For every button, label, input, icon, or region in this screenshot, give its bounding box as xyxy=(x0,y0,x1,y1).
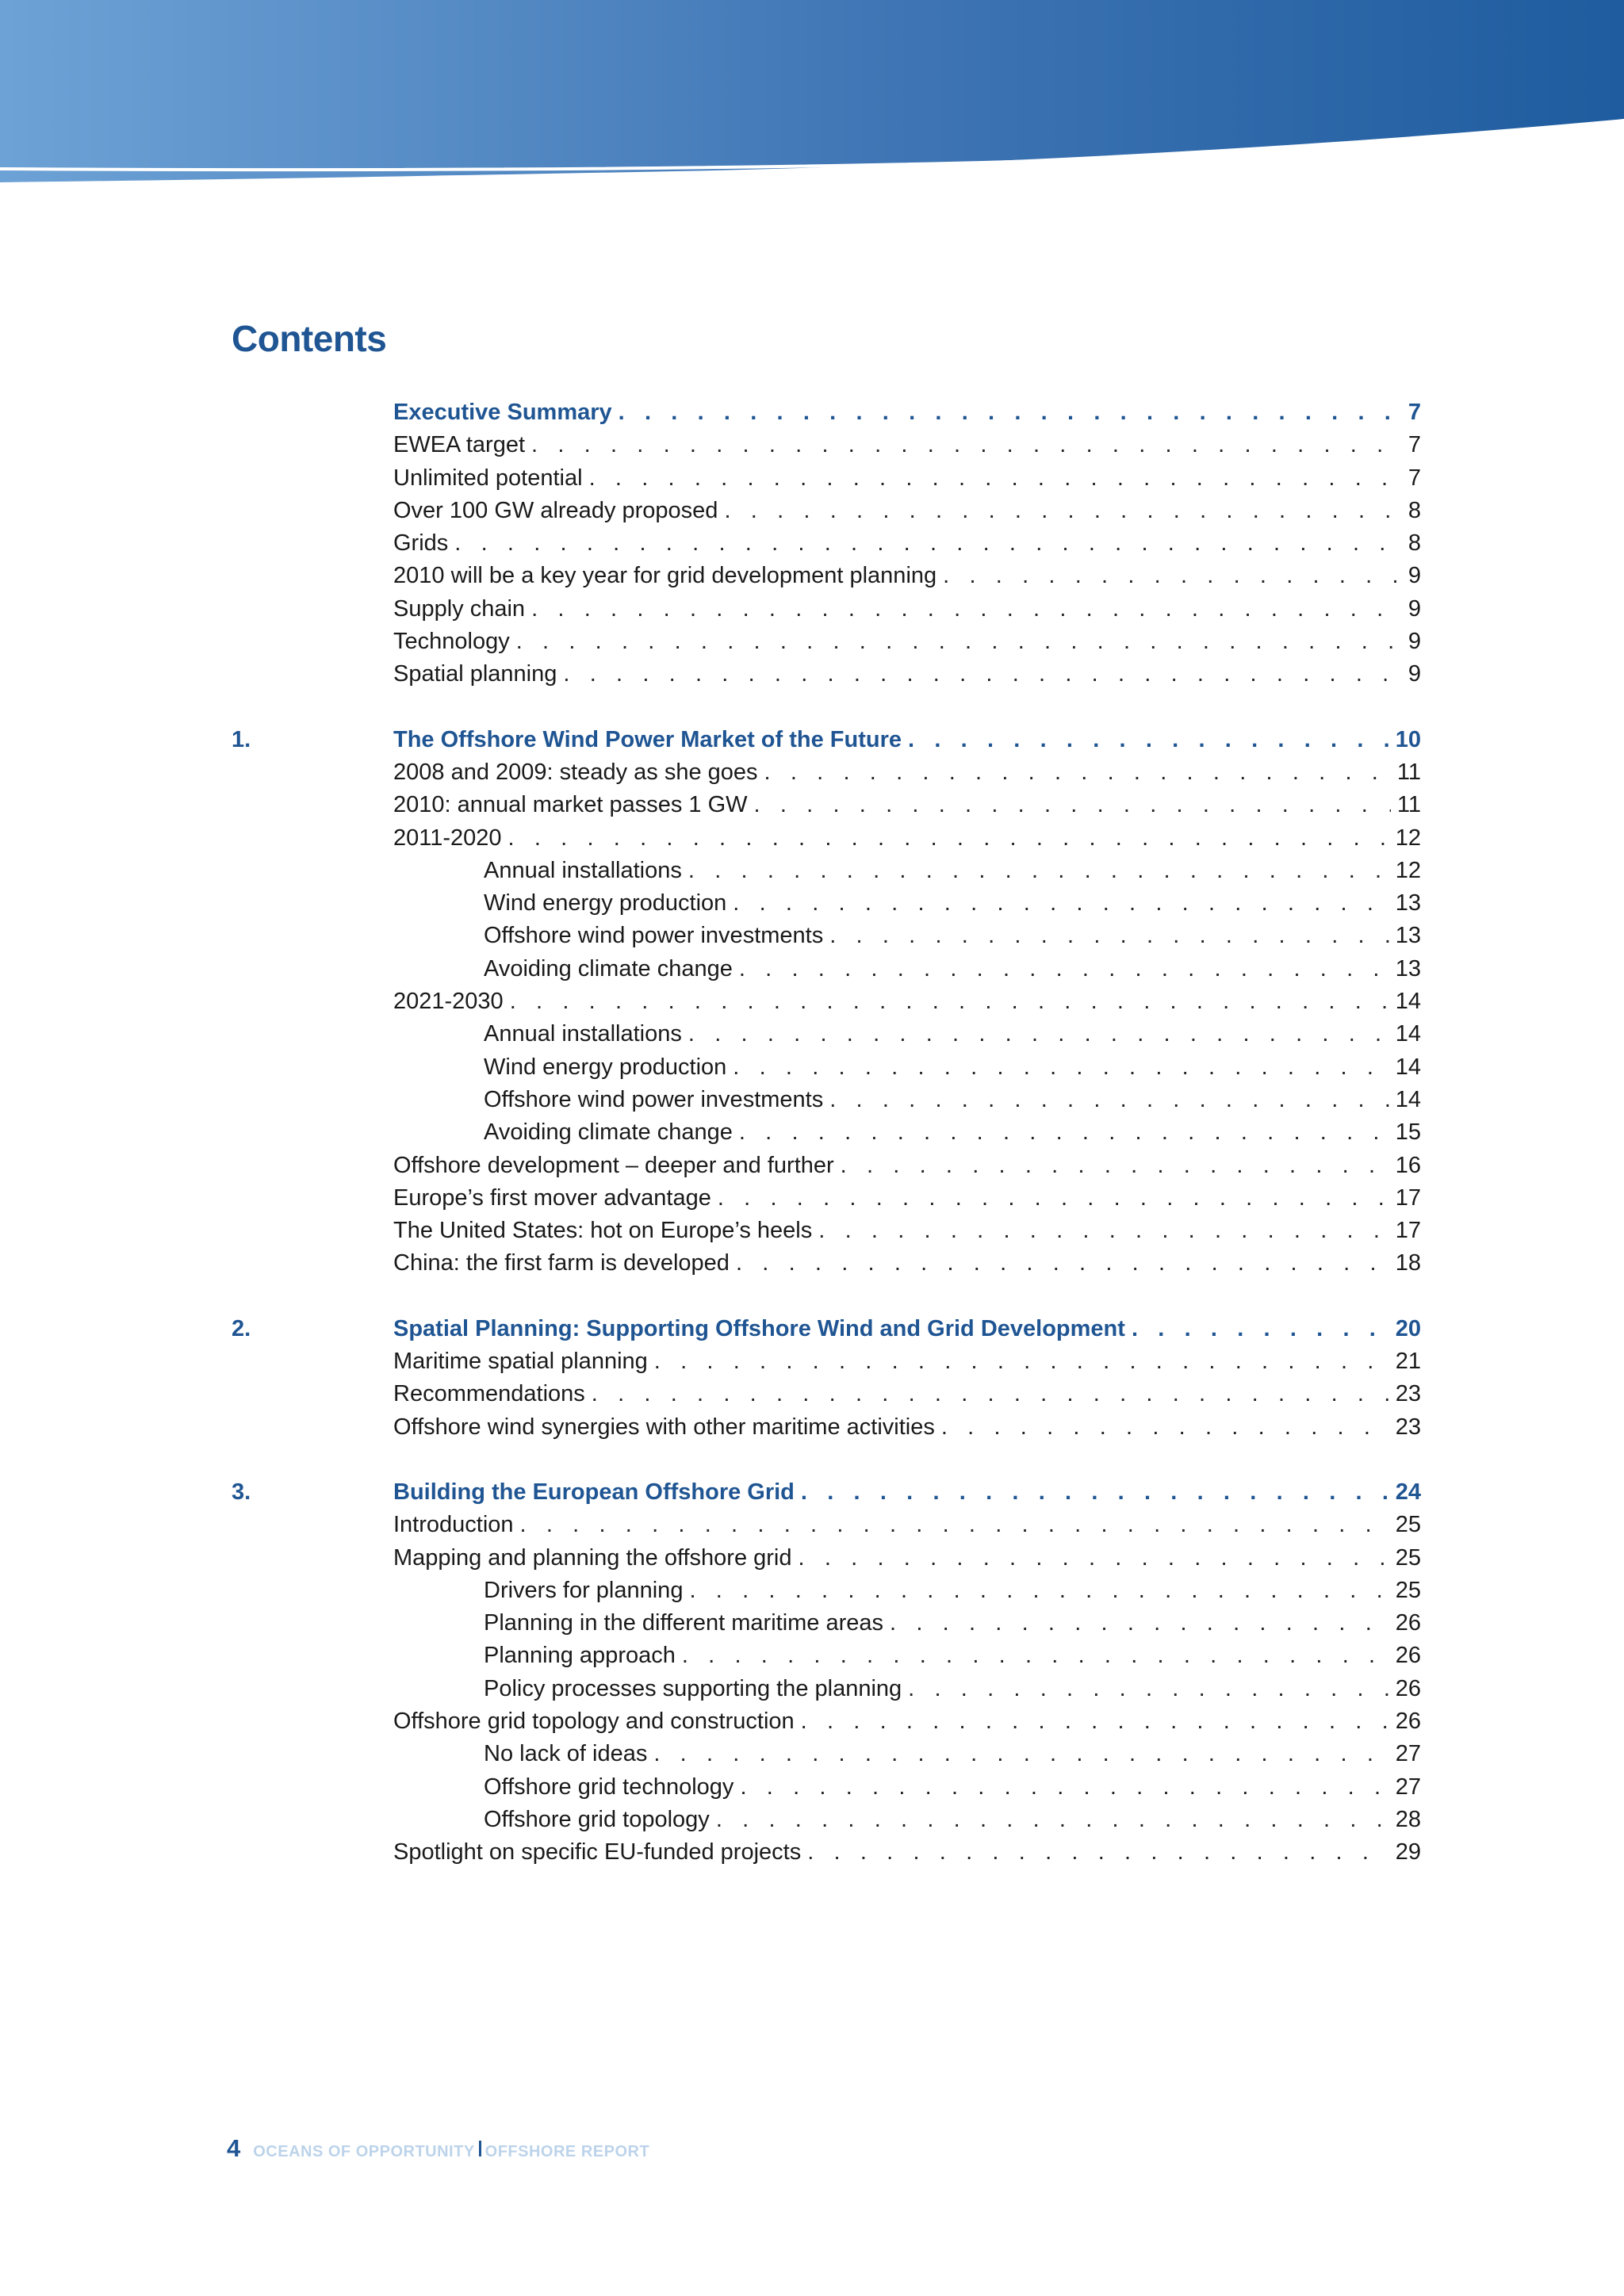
dot-leader xyxy=(531,429,1399,461)
dot-leader xyxy=(799,1542,1389,1575)
toc-subentry[interactable] xyxy=(232,953,1421,985)
toc-page-number: 26 xyxy=(1395,1643,1421,1669)
toc-page-number: 17 xyxy=(1395,1184,1421,1211)
toc-entry-title: Wind energy production xyxy=(484,1054,727,1080)
toc-entry-title: China: the first farm is developed xyxy=(393,1250,730,1276)
toc-page-number: 23 xyxy=(1395,1381,1421,1407)
toc-page-number: 10 xyxy=(1395,726,1421,752)
dot-leader xyxy=(829,1084,1389,1116)
toc-subentry[interactable] xyxy=(232,1018,1421,1050)
toc-page-number: 26 xyxy=(1395,1675,1421,1701)
toc-entry-title: 2021-2030 xyxy=(393,989,504,1015)
toc-entry-title: Mapping and planning the offshore grid xyxy=(393,1544,792,1571)
toc-entry[interactable] xyxy=(232,495,1421,527)
toc-entry-title: Planning approach xyxy=(484,1643,676,1669)
dot-leader xyxy=(718,1182,1389,1215)
dot-leader xyxy=(941,1411,1389,1444)
toc-section-executive-summary xyxy=(232,396,1421,691)
toc-entry-title: No lack of ideas xyxy=(484,1741,648,1767)
section-number: 2. xyxy=(232,1315,251,1341)
footer-report-title: OFFSHORE REPORT xyxy=(485,2143,650,2160)
toc-page-number: 26 xyxy=(1395,1610,1421,1636)
toc-entry[interactable] xyxy=(232,1542,1421,1575)
toc-page-number: 29 xyxy=(1395,1839,1421,1866)
footer-divider xyxy=(479,2141,481,2156)
toc-page-number: 14 xyxy=(1395,1054,1421,1080)
toc-entry[interactable] xyxy=(232,1836,1421,1869)
toc-heading[interactable] xyxy=(232,1313,1421,1345)
toc-subentry[interactable] xyxy=(232,1051,1421,1084)
dot-leader xyxy=(688,855,1389,887)
dot-leader xyxy=(739,953,1389,985)
dot-leader xyxy=(1132,1313,1389,1345)
toc-page-number: 11 xyxy=(1396,792,1421,818)
toc-entry-title: Maritime spatial planning xyxy=(393,1349,648,1375)
toc-entry-title: 2010: annual market passes 1 GW xyxy=(393,792,748,818)
toc-entry-title: Spotlight on specific EU-funded projects xyxy=(393,1839,802,1866)
dot-leader xyxy=(619,396,1399,429)
toc-entry[interactable] xyxy=(232,1247,1421,1280)
toc-entry[interactable] xyxy=(232,1411,1421,1444)
dot-leader xyxy=(654,1345,1389,1378)
toc-entry-title: Introduction xyxy=(393,1512,514,1538)
toc-page-number: 16 xyxy=(1395,1152,1421,1178)
toc-page-number: 9 xyxy=(1408,595,1421,622)
toc-entry-title: Building the European Offshore Grid xyxy=(393,1479,795,1505)
dot-leader xyxy=(908,1673,1389,1705)
toc-entry-title: Planning in the different maritime areas xyxy=(484,1610,884,1636)
header-wave-graphic xyxy=(0,0,1624,198)
dot-leader xyxy=(689,1575,1388,1607)
toc-subentry[interactable] xyxy=(232,1640,1421,1672)
page-footer xyxy=(227,2134,649,2163)
toc-subentry[interactable] xyxy=(232,1673,1421,1705)
dot-leader xyxy=(516,626,1399,658)
dot-leader xyxy=(890,1607,1389,1640)
toc-entry-title: EWEA target xyxy=(393,432,526,458)
footer-page-number: 4 xyxy=(227,2134,241,2162)
toc-page-number: 24 xyxy=(1395,1479,1421,1505)
toc-subentry[interactable] xyxy=(232,920,1421,952)
toc-subentry[interactable] xyxy=(232,1575,1421,1607)
dot-leader xyxy=(520,1509,1389,1541)
toc-entry-title: Policy processes supporting the planning xyxy=(484,1675,902,1701)
toc-entry-title: Offshore grid topology xyxy=(484,1806,710,1832)
toc-page-number: 8 xyxy=(1408,497,1421,523)
dot-leader xyxy=(829,920,1389,952)
toc-entry[interactable] xyxy=(232,1378,1421,1410)
toc-page-number: 18 xyxy=(1395,1250,1421,1276)
toc-heading[interactable] xyxy=(232,1476,1421,1509)
toc-page-number: 14 xyxy=(1395,989,1421,1015)
toc-entry-title: The United States: hot on Europe’s heels xyxy=(393,1218,813,1244)
toc-page-number: 9 xyxy=(1408,661,1421,687)
dot-leader xyxy=(733,1051,1388,1084)
toc-entry-title: Unlimited potential xyxy=(393,465,583,491)
toc-subentry[interactable] xyxy=(232,1771,1421,1804)
toc-page-number: 27 xyxy=(1395,1774,1421,1800)
toc-entry-title: Spatial Planning: Supporting Offshore Wind and Grid Development xyxy=(393,1315,1125,1341)
toc-entry-title: The Offshore Wind Power Market of the Future xyxy=(393,726,902,752)
toc-entry-title: Annual installations xyxy=(484,857,682,883)
dot-leader xyxy=(563,658,1399,691)
dot-leader xyxy=(688,1018,1389,1050)
toc-page-number: 9 xyxy=(1408,563,1421,589)
toc-entry[interactable] xyxy=(232,1705,1421,1738)
toc-heading[interactable] xyxy=(232,724,1421,756)
toc-page-number: 28 xyxy=(1395,1806,1421,1832)
toc-entry-title: 2008 and 2009: steady as she goes xyxy=(393,759,758,785)
dot-leader xyxy=(818,1215,1388,1247)
toc-entry-title: Avoiding climate change xyxy=(484,1119,733,1146)
toc-page-number: 12 xyxy=(1395,825,1421,851)
dot-leader xyxy=(454,527,1399,560)
toc-subentry[interactable] xyxy=(232,1084,1421,1116)
toc-entry[interactable] xyxy=(232,822,1421,855)
toc-subentry[interactable] xyxy=(232,1116,1421,1149)
dot-leader xyxy=(764,756,1391,789)
toc-entry-title: Offshore wind synergies with other maritime activities xyxy=(393,1414,935,1440)
toc-entry[interactable] xyxy=(232,756,1421,789)
toc-page-number: 13 xyxy=(1395,923,1421,949)
dot-leader xyxy=(682,1640,1389,1672)
dot-leader xyxy=(807,1836,1389,1869)
toc-page-number: 14 xyxy=(1395,1021,1421,1047)
toc-page-number: 15 xyxy=(1395,1119,1421,1146)
dot-leader xyxy=(589,462,1399,495)
toc-page-number: 12 xyxy=(1395,857,1421,883)
dot-leader xyxy=(739,1116,1389,1149)
toc-entry[interactable] xyxy=(232,560,1421,592)
toc-page-number: 27 xyxy=(1395,1741,1421,1767)
toc-entry-title: Over 100 GW already proposed xyxy=(393,497,718,523)
dot-leader xyxy=(592,1378,1389,1410)
dot-leader xyxy=(653,1738,1388,1770)
toc-page-number: 25 xyxy=(1395,1544,1421,1571)
toc-entry-title: Annual installations xyxy=(484,1021,682,1047)
toc-entry[interactable] xyxy=(232,527,1421,560)
toc-section-1 xyxy=(232,724,1421,1280)
toc-entry-title: Offshore wind power investments xyxy=(484,1086,824,1112)
toc-entry-title: Europe’s first mover advantage xyxy=(393,1184,711,1211)
dot-leader xyxy=(908,724,1389,756)
toc-page-number: 26 xyxy=(1395,1708,1421,1734)
toc-page-number: 7 xyxy=(1408,432,1421,458)
dot-leader xyxy=(801,1705,1389,1738)
toc-entry-title: Offshore development – deeper and further xyxy=(393,1152,834,1178)
toc-page-number: 25 xyxy=(1395,1577,1421,1603)
toc-heading[interactable] xyxy=(232,396,1421,429)
dot-leader xyxy=(510,985,1389,1018)
toc-entry[interactable] xyxy=(232,1345,1421,1378)
toc-entry-title: Grids xyxy=(393,530,449,557)
dot-leader xyxy=(724,495,1399,527)
footer-publication-title: OCEANS OF OPPORTUNITY xyxy=(253,2143,475,2160)
page-title: Contents xyxy=(232,318,387,359)
dot-leader xyxy=(740,1771,1388,1804)
toc-entry-title: Offshore wind power investments xyxy=(484,923,824,949)
toc-page-number: 9 xyxy=(1408,629,1421,655)
toc-entry-title: Supply chain xyxy=(393,595,526,622)
toc-entry[interactable] xyxy=(232,985,1421,1018)
dot-leader xyxy=(716,1804,1389,1836)
dot-leader xyxy=(531,593,1399,626)
toc-page-number: 7 xyxy=(1408,400,1421,425)
dot-leader xyxy=(736,1247,1389,1280)
dot-leader xyxy=(733,887,1388,920)
toc-entry-title: Wind energy production xyxy=(484,890,727,916)
table-of-contents xyxy=(232,396,1421,1901)
toc-page-number: 23 xyxy=(1395,1414,1421,1440)
toc-entry[interactable] xyxy=(232,1509,1421,1541)
toc-entry-title: Technology xyxy=(393,629,510,655)
toc-entry[interactable] xyxy=(232,1182,1421,1215)
toc-page-number: 11 xyxy=(1396,759,1421,785)
dot-leader xyxy=(841,1150,1389,1182)
dot-leader xyxy=(754,789,1391,821)
toc-page-number: 20 xyxy=(1395,1315,1421,1341)
toc-subentry[interactable] xyxy=(232,1738,1421,1770)
toc-subentry[interactable] xyxy=(232,1804,1421,1836)
toc-page-number: 14 xyxy=(1395,1086,1421,1112)
toc-section-2 xyxy=(232,1313,1421,1444)
toc-page-number: 8 xyxy=(1408,530,1421,557)
toc-page-number: 13 xyxy=(1395,890,1421,916)
toc-entry[interactable] xyxy=(232,658,1421,691)
toc-page-number: 13 xyxy=(1395,955,1421,982)
dot-leader xyxy=(508,822,1389,855)
toc-page-number: 7 xyxy=(1408,465,1421,491)
toc-subentry[interactable] xyxy=(232,1607,1421,1640)
toc-entry-title: Offshore grid technology xyxy=(484,1774,734,1800)
dot-leader xyxy=(801,1476,1389,1509)
header-banner xyxy=(0,0,1624,198)
toc-section-3 xyxy=(232,1476,1421,1869)
section-number: 3. xyxy=(232,1479,251,1505)
toc-entry-title: 2011-2020 xyxy=(393,825,502,851)
toc-subentry[interactable] xyxy=(232,855,1421,887)
toc-entry[interactable] xyxy=(232,593,1421,626)
toc-page-number: 21 xyxy=(1395,1349,1421,1375)
toc-entry[interactable] xyxy=(232,462,1421,495)
toc-subentry[interactable] xyxy=(232,887,1421,920)
toc-entry[interactable] xyxy=(232,1215,1421,1247)
toc-entry[interactable] xyxy=(232,789,1421,821)
toc-entry-title: Spatial planning xyxy=(393,661,557,687)
toc-entry-title: Avoiding climate change xyxy=(484,955,733,982)
toc-entry[interactable] xyxy=(232,626,1421,658)
toc-entry-title: Offshore grid topology and construction xyxy=(393,1708,795,1734)
toc-entry-title: Drivers for planning xyxy=(484,1577,684,1603)
toc-page-number: 25 xyxy=(1395,1512,1421,1538)
toc-entry[interactable] xyxy=(232,429,1421,461)
toc-page-number: 17 xyxy=(1395,1218,1421,1244)
dot-leader xyxy=(943,560,1399,592)
toc-entry[interactable] xyxy=(232,1150,1421,1182)
toc-entry-title: Recommendations xyxy=(393,1381,585,1407)
toc-entry-title: Executive Summary xyxy=(393,400,612,425)
section-number: 1. xyxy=(232,726,251,752)
toc-entry-title: 2010 will be a key year for grid development planning xyxy=(393,563,937,589)
